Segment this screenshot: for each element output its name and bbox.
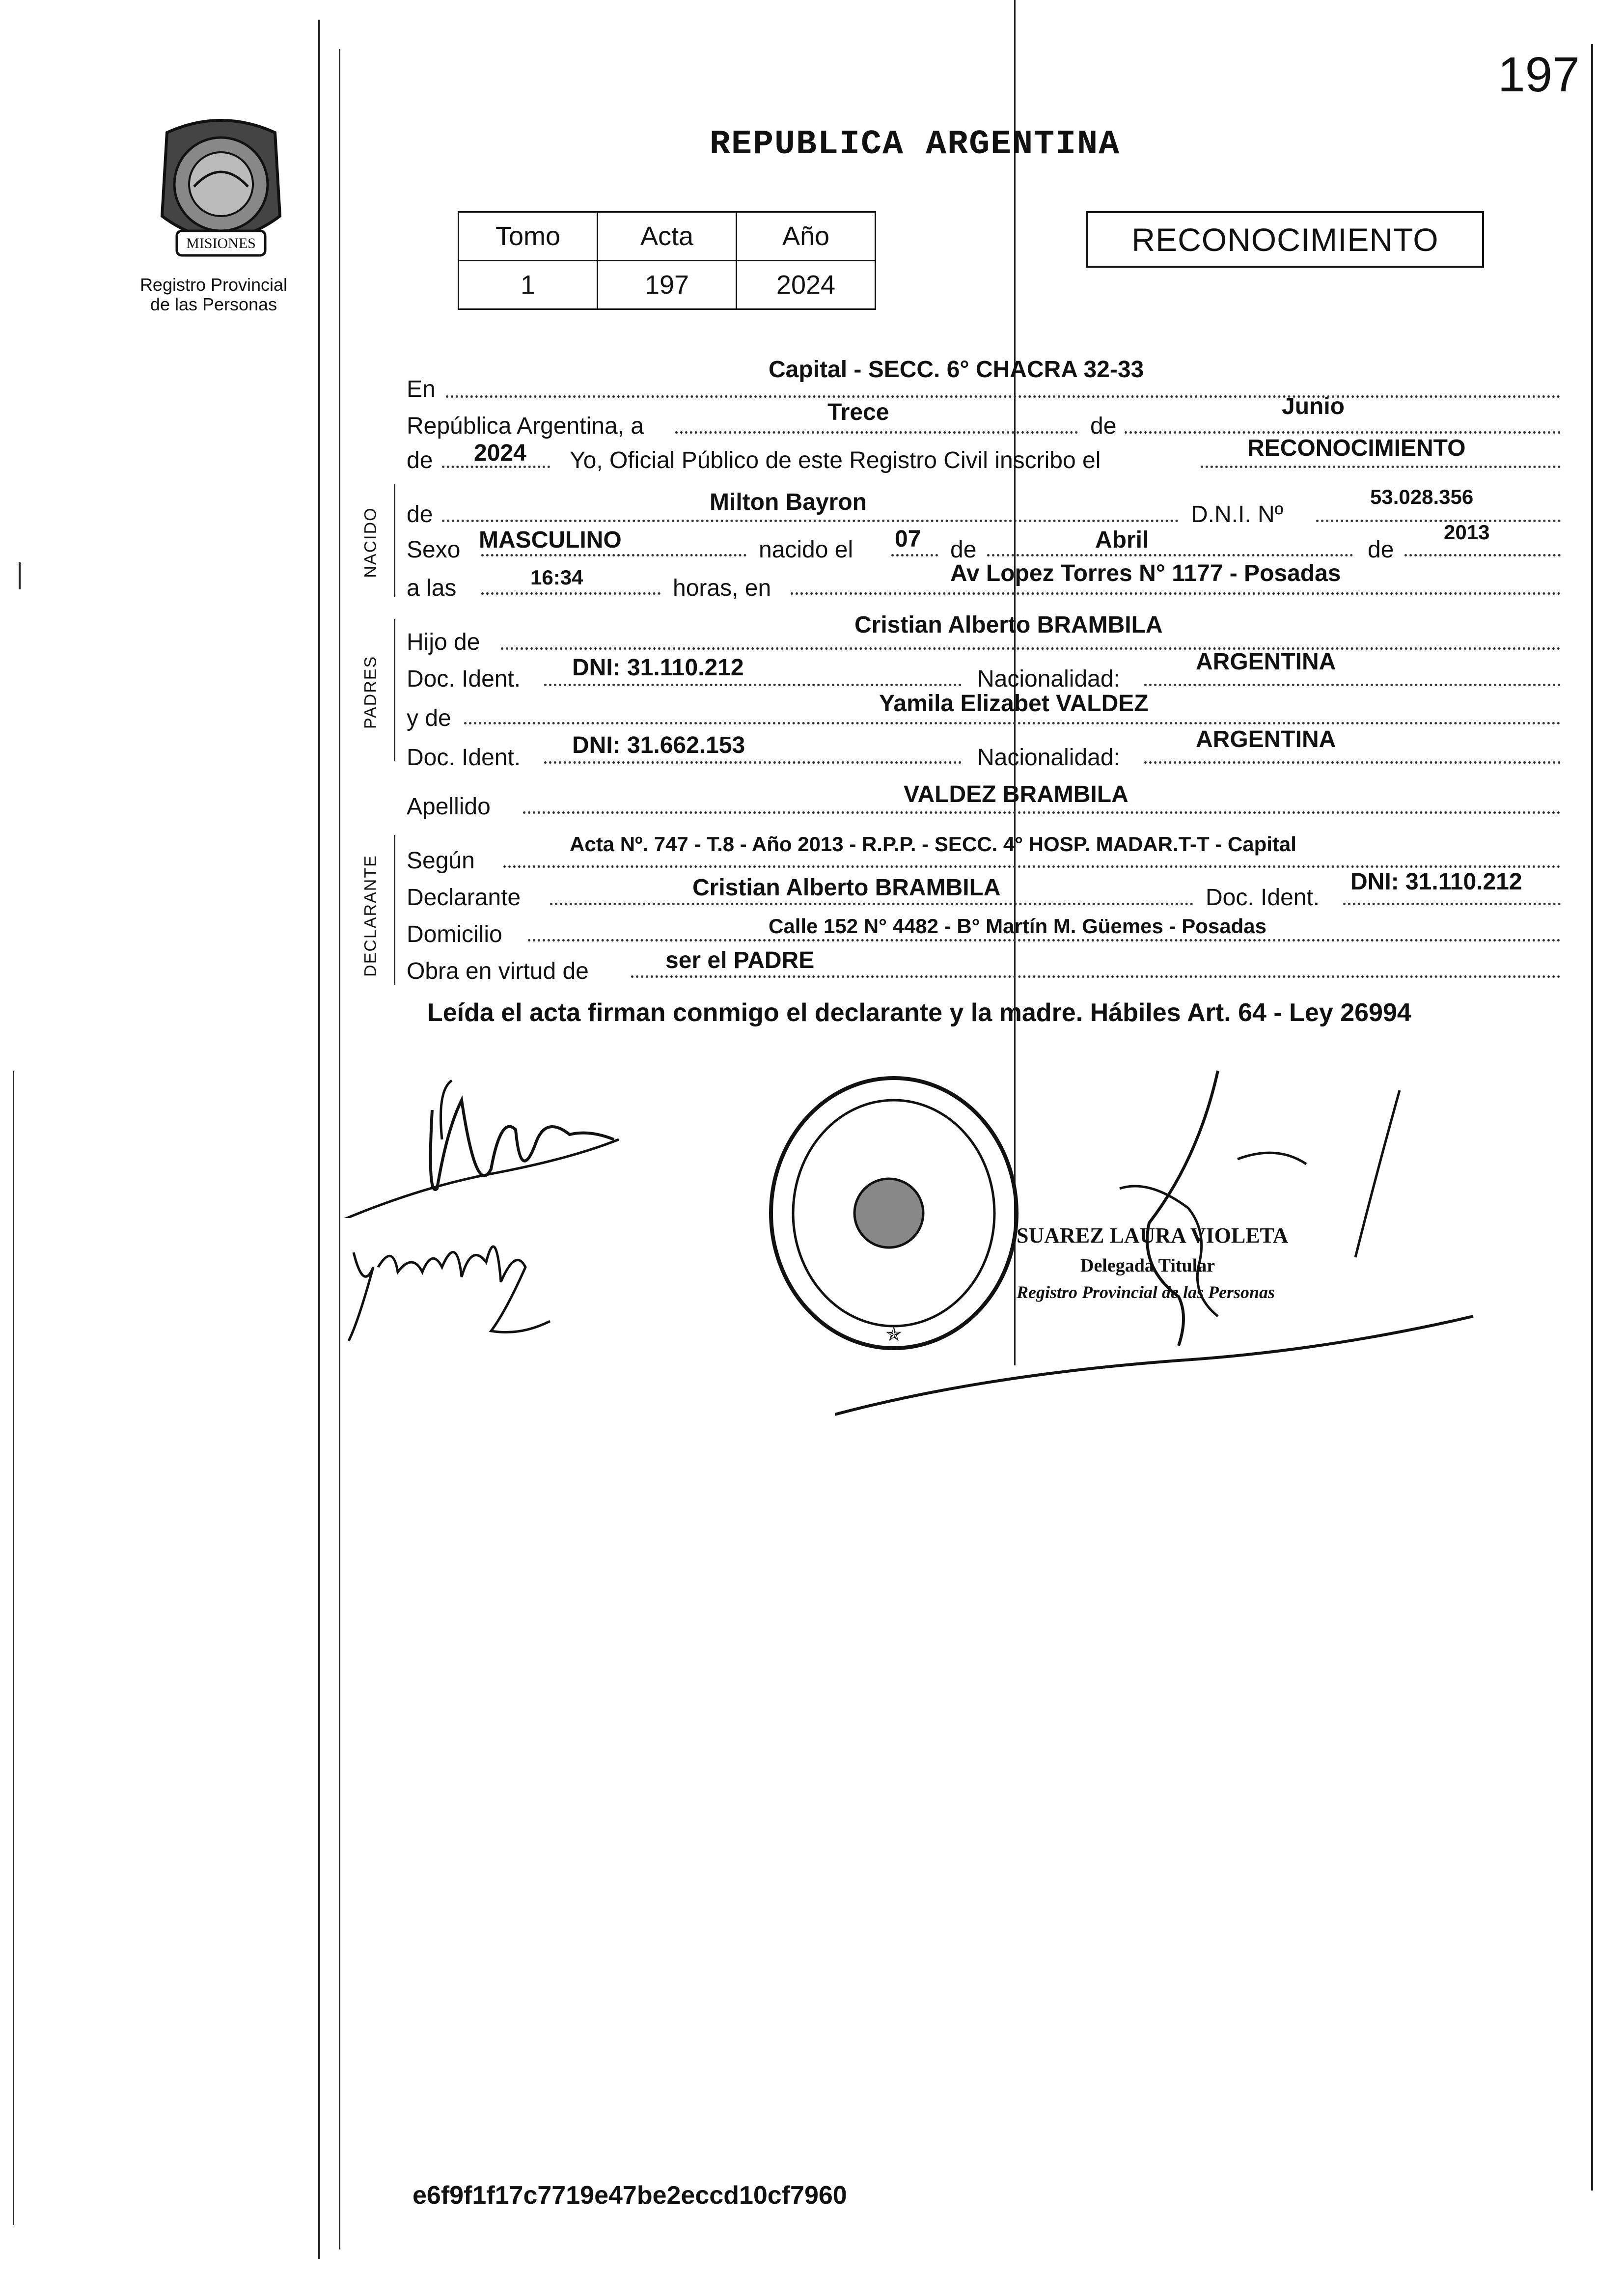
value-anio: 2024 xyxy=(737,261,876,309)
dots-nac-padre xyxy=(1144,684,1561,686)
label-doc-declarante: Doc. Ident. xyxy=(1206,885,1320,911)
field-dni: 53.028.356 xyxy=(1370,485,1474,508)
label-horas-en: horas, en xyxy=(673,575,771,601)
dots-anio-nac xyxy=(1404,554,1561,556)
label-dni: D.N.I. Nº xyxy=(1191,501,1284,527)
field-madre: Yamila Elizabet VALDEZ xyxy=(879,691,1149,717)
label-sexo: Sexo xyxy=(407,537,461,563)
dots-lugar-nac xyxy=(791,592,1561,595)
field-madre-doc: DNI: 31.662.153 xyxy=(572,732,745,758)
label-republica: República Argentina, a xyxy=(407,413,644,439)
dots-hora xyxy=(481,592,661,595)
label-doc-madre: Doc. Ident. xyxy=(407,745,521,771)
dots-madre xyxy=(464,722,1561,724)
svg-text:MISIONES: MISIONES xyxy=(186,235,256,251)
label-obra: Obra en virtud de xyxy=(407,958,589,984)
field-obra: ser el PADRE xyxy=(665,947,815,973)
label-de-anio: de xyxy=(407,447,433,473)
label-declarante: Declarante xyxy=(407,885,521,911)
dots-acto xyxy=(1201,466,1561,468)
field-mes: Junio xyxy=(1282,393,1345,419)
dots-sexo xyxy=(481,554,746,556)
dots-doc-declarante xyxy=(1343,903,1561,905)
right-border-line xyxy=(1591,44,1593,2191)
label-de-anio-nac: de xyxy=(1368,537,1394,563)
declarante-bracket xyxy=(394,835,395,985)
page-number: 197 xyxy=(1498,47,1580,102)
label-doc-padre: Doc. Ident. xyxy=(407,666,521,692)
field-dia-nac: 07 xyxy=(895,526,921,552)
field-padre: Cristian Alberto BRAMBILA xyxy=(854,612,1163,638)
field-segun: Acta Nº. 747 - T.8 - Año 2013 - R.P.P. - SECC. 4° HOSP. MADAR.T-T - Capital xyxy=(570,832,1296,856)
label-a-las: a las xyxy=(407,575,457,601)
label-nac-madre: Nacionalidad: xyxy=(977,745,1120,771)
country-title: REPUBLICA ARGENTINA xyxy=(710,125,1121,164)
official-role: Delegada Titular xyxy=(1080,1255,1215,1276)
label-domicilio: Domicilio xyxy=(407,921,502,947)
value-tomo: 1 xyxy=(459,261,598,309)
far-left-mark xyxy=(19,562,21,589)
field-padre-doc: DNI: 31.110.212 xyxy=(572,655,744,681)
document-hash: e6f9f1f17c7719e47be2eccd10cf7960 xyxy=(413,2181,847,2210)
side-label-nacido: NACIDO xyxy=(361,507,380,578)
label-apellido: Apellido xyxy=(407,794,491,820)
label-de-nombre: de xyxy=(407,501,433,527)
dots-apellido xyxy=(523,811,1561,814)
side-label-declarante: DECLARANTE xyxy=(361,855,380,977)
header-tomo: Tomo xyxy=(459,212,598,261)
field-acto: RECONOCIMIENTO xyxy=(1247,435,1466,461)
registry-table-header-row xyxy=(459,212,876,261)
dots-obra xyxy=(631,975,1561,978)
label-nacido-el: nacido el xyxy=(759,537,853,563)
svg-text:✯: ✯ xyxy=(885,1323,902,1346)
closing-statement: Leída el acta firman conmigo el declarante y la madre. Hábiles Art. 64 - Ley 26994 xyxy=(427,998,1411,1027)
label-de-mes: de xyxy=(1090,413,1117,439)
registry-table-value-row xyxy=(459,261,876,309)
field-dia: Trece xyxy=(827,399,889,425)
dots-doc-madre xyxy=(544,761,962,764)
field-madre-nac: ARGENTINA xyxy=(1196,726,1336,752)
dots-segun xyxy=(503,865,1561,868)
dots-dia-nac xyxy=(891,554,938,556)
value-acta: 197 xyxy=(598,261,737,309)
dots-padre xyxy=(501,647,1561,650)
crest-caption-line2: de las Personas xyxy=(150,294,277,314)
far-left-mark-2 xyxy=(13,1071,14,2225)
field-padre-nac: ARGENTINA xyxy=(1196,649,1336,675)
label-en: En xyxy=(407,376,436,402)
declarant-signature xyxy=(314,1071,629,1218)
official-name: SUAREZ LAURA VIOLETA xyxy=(1017,1223,1289,1248)
label-nac-padre: Nacionalidad: xyxy=(977,666,1120,692)
province-crest-icon xyxy=(147,113,295,270)
field-sexo: MASCULINO xyxy=(479,527,622,553)
crest-caption-line1: Registro Provincial xyxy=(139,275,288,295)
field-nombre: Milton Bayron xyxy=(710,489,867,515)
dots-nac-madre xyxy=(1144,761,1561,764)
field-anio-nac: 2013 xyxy=(1444,521,1490,544)
dots-dni xyxy=(1316,520,1561,522)
dots-doc-padre xyxy=(544,684,962,686)
dots-mes-nac xyxy=(987,554,1353,556)
registry-table xyxy=(458,211,876,310)
official-office: Registro Provincial de las Personas xyxy=(1017,1282,1275,1302)
mother-signature xyxy=(344,1213,599,1360)
label-y-de: y de xyxy=(407,705,451,731)
crest-caption xyxy=(125,275,302,314)
label-yo: Yo, Oficial Público de este Registro Civil inscribo el xyxy=(570,447,1101,473)
field-hora-nac: 16:34 xyxy=(530,566,583,589)
dots-declarante xyxy=(550,903,1193,905)
header-anio: Año xyxy=(737,212,876,261)
act-type-box: RECONOCIMIENTO xyxy=(1086,211,1484,268)
dots-en xyxy=(446,395,1561,398)
field-domicilio: Calle 152 N° 4482 - B° Martín M. Güemes - Posadas xyxy=(769,915,1266,938)
field-declarante-doc: DNI: 31.110.212 xyxy=(1350,869,1522,895)
dots-dia xyxy=(675,431,1078,434)
dots-nombre xyxy=(442,520,1179,522)
header-acta: Acta xyxy=(598,212,737,261)
field-apellido: VALDEZ BRAMBILA xyxy=(904,781,1129,807)
label-de-mes-nac: de xyxy=(950,537,977,563)
dots-domicilio xyxy=(528,939,1561,942)
field-lugar-nac: Av Lopez Torres N° 1177 - Posadas xyxy=(950,560,1341,586)
field-declarante: Cristian Alberto BRAMBILA xyxy=(692,875,1001,901)
side-label-padres: PADRES xyxy=(361,655,380,729)
label-hijo-de: Hijo de xyxy=(407,629,480,655)
field-mes-nac: Abril xyxy=(1095,527,1149,553)
label-segun: Según xyxy=(407,848,475,874)
field-lugar: Capital - SECC. 6° CHACRA 32-33 xyxy=(769,357,1144,383)
dots-mes xyxy=(1125,431,1561,434)
nacido-bracket xyxy=(394,484,395,597)
official-signature xyxy=(835,1061,1483,1434)
field-anio: 2024 xyxy=(474,440,526,466)
padres-bracket xyxy=(394,619,395,761)
